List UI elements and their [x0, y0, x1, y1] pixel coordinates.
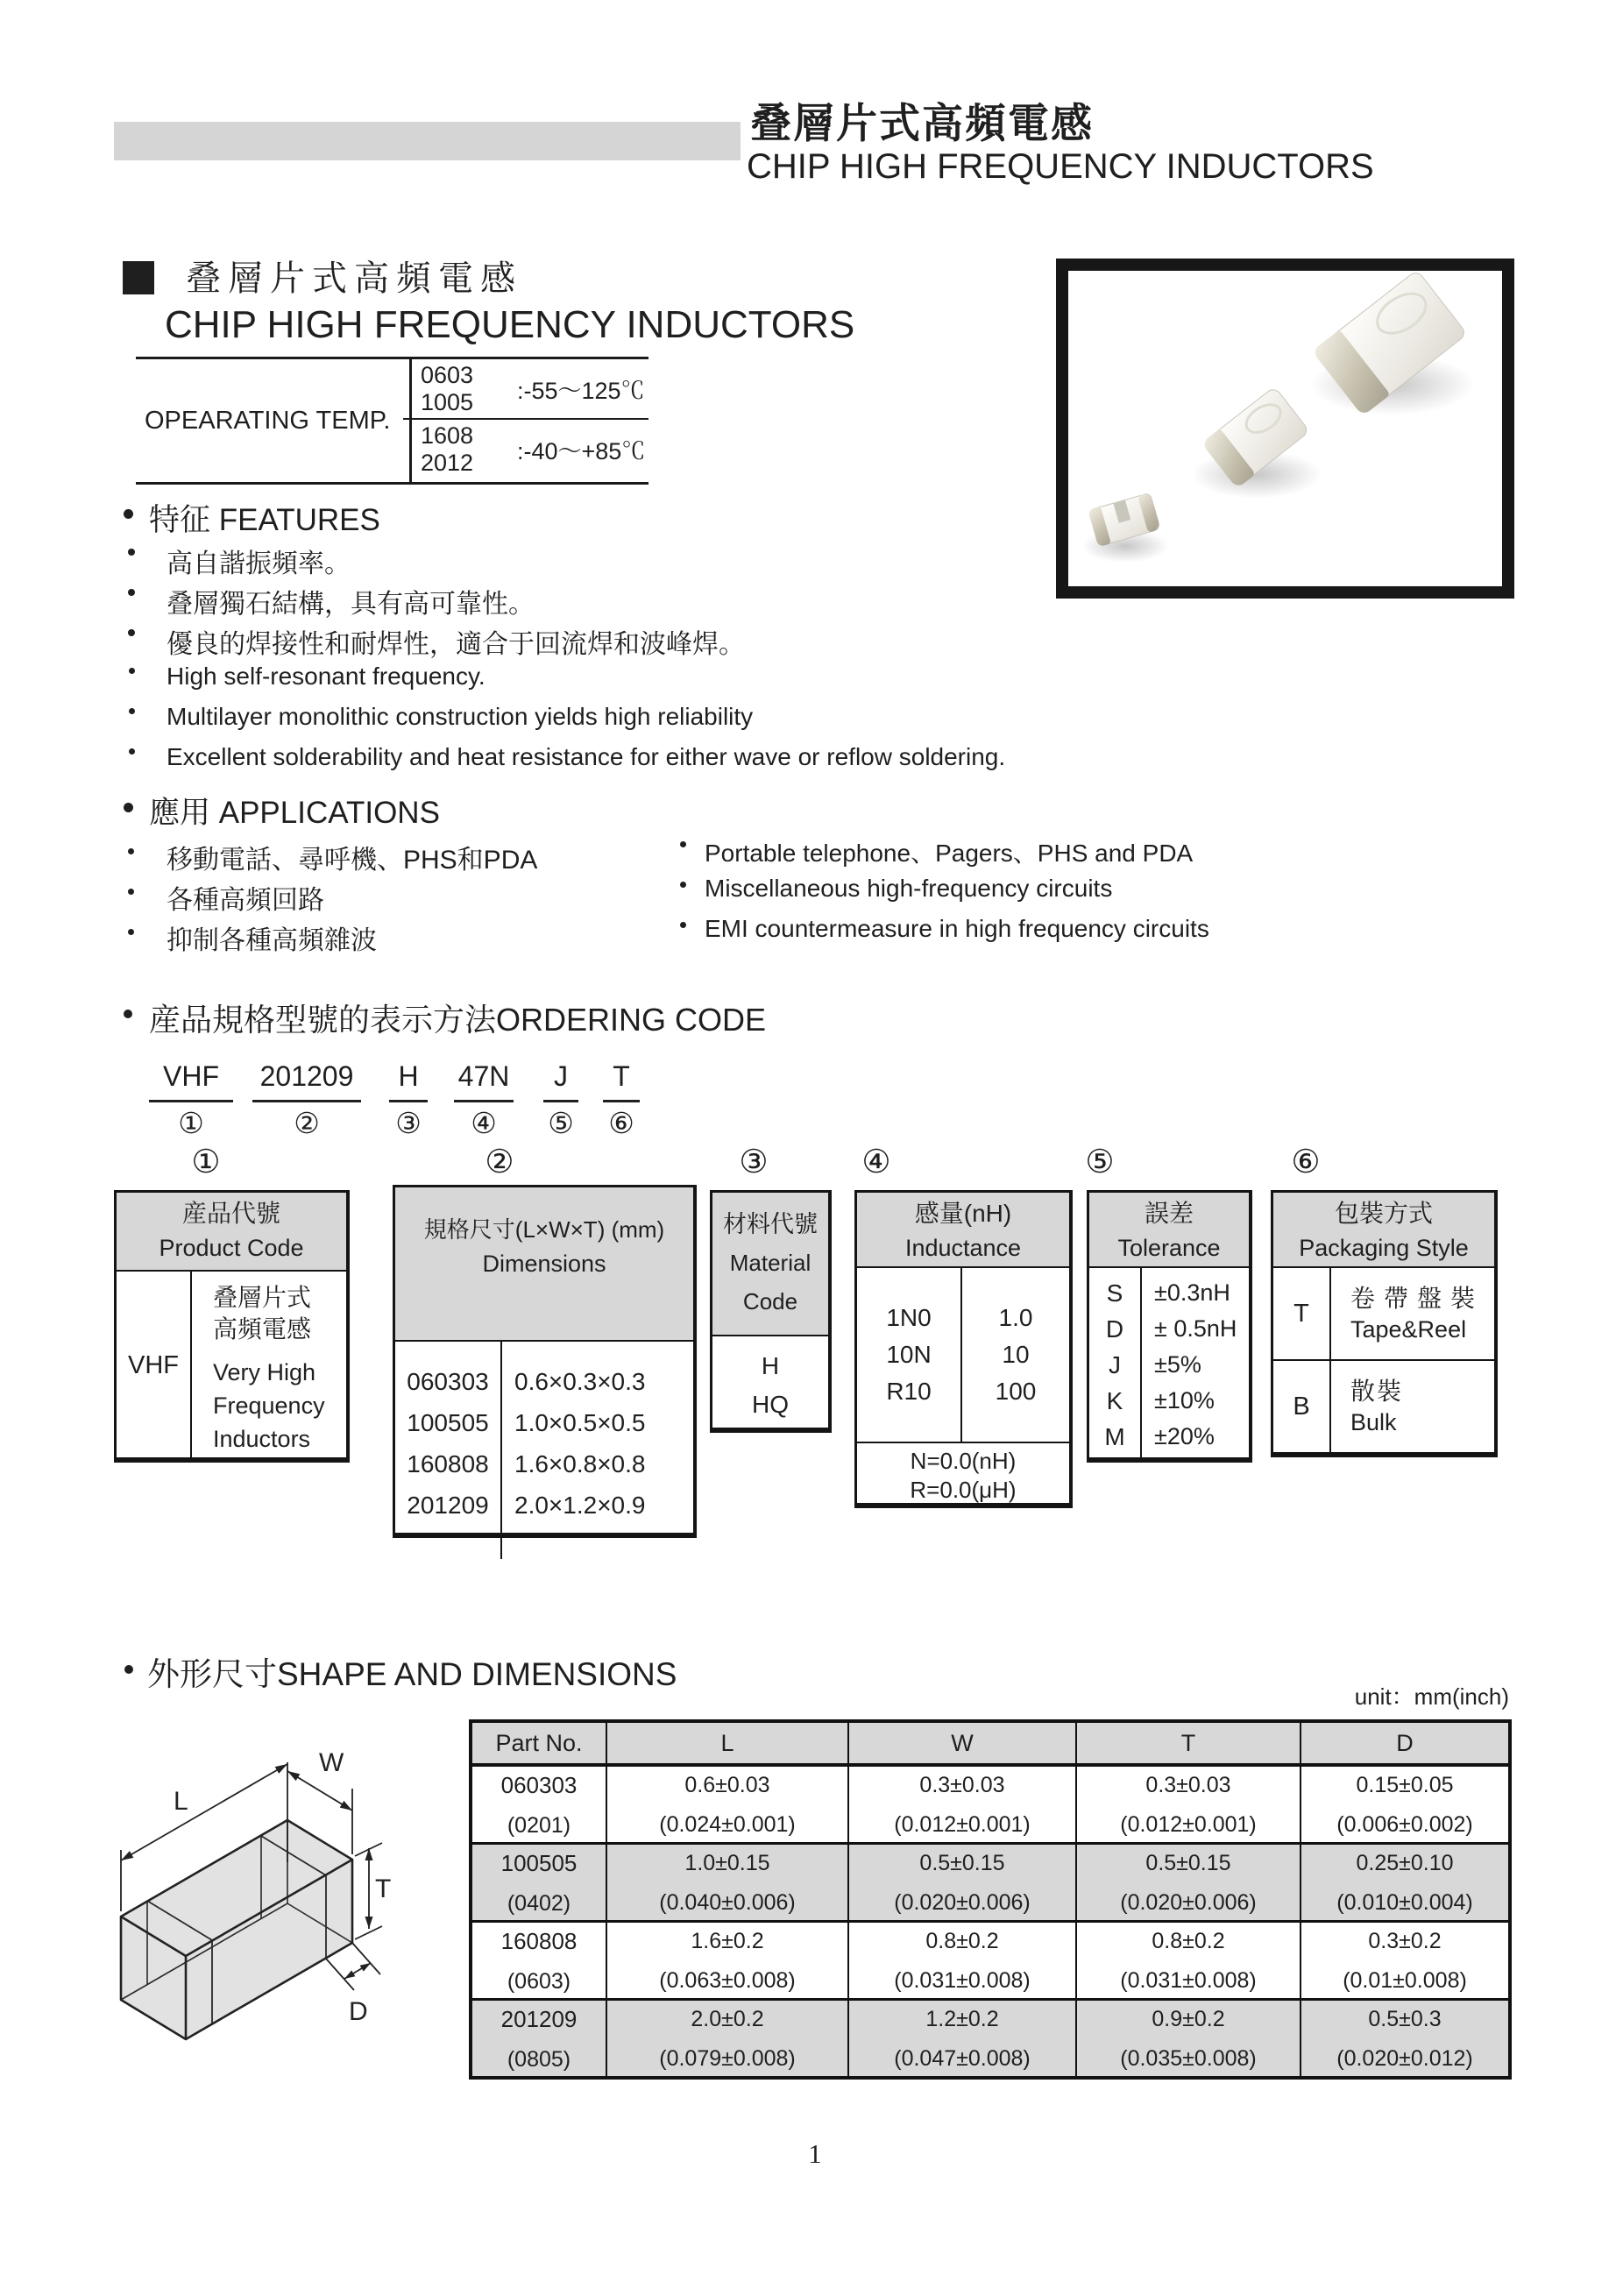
column-header: T: [1076, 1721, 1301, 1765]
desc-line: Inductors: [213, 1426, 311, 1452]
inductance-codes: [857, 1268, 962, 1442]
ordering-code-part: H: [389, 1060, 428, 1102]
ordering-heading: 産品規格型號的表示方法ORDERING CODE: [149, 1002, 767, 1038]
table-header-zh: 包裝方式: [1334, 1200, 1433, 1227]
packaging-code: B: [1273, 1361, 1331, 1452]
size-code: 100505: [407, 1409, 489, 1436]
table-header-en: Packaging Style: [1299, 1235, 1469, 1261]
bullet-icon: [129, 748, 135, 755]
size-values: [502, 1342, 693, 1526]
circled-number-icon: ④: [861, 1144, 891, 1180]
bullet-icon: [129, 668, 135, 674]
dim-inch: (0.012±0.001): [894, 1812, 1031, 1837]
dim-inch: (0.031±0.008): [894, 1968, 1031, 1993]
application-item: EMI countermeasure in high frequency circuits: [705, 915, 1209, 942]
part-number: 060303: [500, 1772, 578, 1798]
size-code: 160808: [407, 1450, 489, 1478]
chip-terminal: [1138, 493, 1161, 533]
inductance-code: 10N: [886, 1341, 932, 1368]
table-product-code: [114, 1190, 350, 1463]
application-item: Portable telephone、Pagers、PHS and PDA: [705, 840, 1194, 867]
table-header-row: [471, 1721, 1510, 1765]
dim-mm: 0.5±0.3: [1368, 2007, 1442, 2031]
circled-number-icon: ③: [395, 1107, 422, 1139]
note-line: N=0.0(nH): [910, 1448, 1017, 1474]
dim-mm: 0.8±0.2: [1152, 1929, 1225, 1953]
tolerance-code: S: [1106, 1279, 1123, 1307]
table-header-zh: 規格尺寸(L×W×T) (mm): [423, 1216, 665, 1243]
size-code: 060303: [407, 1368, 489, 1395]
temp-code: 1608: [421, 422, 474, 449]
ordering-code-part: 201209: [252, 1060, 361, 1102]
desc-line: Very High: [213, 1359, 316, 1385]
packaging-row: [1273, 1268, 1494, 1361]
temp-row: [403, 359, 648, 420]
inductance-code: 1N0: [886, 1304, 932, 1331]
part-code: (0603): [507, 1969, 571, 1994]
section-marker: [123, 261, 154, 294]
ordering-code-part: J: [543, 1060, 578, 1102]
dim-mm: 0.25±0.10: [1356, 1851, 1454, 1875]
size-value: 1.0×0.5×0.5: [514, 1409, 646, 1436]
part-code: (0805): [507, 2047, 571, 2072]
table-inductance: [854, 1190, 1073, 1508]
dim-inch: (0.047±0.008): [894, 2046, 1031, 2071]
masthead-title-en: CHIP HIGH FREQUENCY INDUCTORS: [747, 147, 1374, 186]
dim-mm: 0.15±0.05: [1356, 1773, 1454, 1797]
part-code: (0201): [507, 1813, 571, 1838]
desc-line: Frequency: [213, 1392, 325, 1419]
table-header-zh: 産品代號: [181, 1200, 280, 1227]
dim-mm: 0.5±0.15: [1145, 1851, 1231, 1875]
packaging-desc: [1331, 1361, 1494, 1452]
part-number: 100505: [500, 1850, 578, 1876]
table-row: [471, 1765, 1510, 1844]
inductance-value: 100: [995, 1378, 1037, 1405]
dim-mm: 0.6±0.03: [684, 1773, 770, 1797]
application-item: 移動電話、尋呼機、PHS和PDA: [167, 846, 538, 875]
table-body: [857, 1268, 1069, 1443]
temp-rows: [403, 359, 648, 482]
dim-inch: (0.010±0.004): [1336, 1890, 1473, 1915]
column-header: Part No.: [471, 1721, 606, 1765]
table-header: [117, 1193, 346, 1272]
temp-code: 2012: [421, 450, 474, 476]
unit-label: unit：mm(inch): [1354, 1683, 1509, 1710]
table-header-en: Inductance: [904, 1235, 1022, 1261]
tolerance-code: K: [1106, 1387, 1123, 1414]
circled-number-icon: ②: [485, 1144, 514, 1180]
dim-inch: (0.006±0.002): [1336, 1812, 1473, 1837]
feature-item: 優良的焊接性和耐焊性，適合于回流焊和波峰焊。: [167, 630, 745, 659]
packaging-row: [1273, 1361, 1494, 1452]
table-header: [395, 1187, 693, 1342]
temp-code: 1005: [421, 389, 474, 415]
tolerance-codes: [1089, 1268, 1142, 1459]
dim-label-t: T: [375, 1874, 392, 1903]
bullet-icon: [124, 1665, 133, 1674]
dim-inch: (0.020±0.012): [1336, 2046, 1473, 2071]
section-title-zh: 叠層片式高頻電感: [186, 259, 522, 298]
table-row: [471, 1844, 1510, 1922]
temp-value: :-55～125℃: [517, 378, 645, 404]
packaging-desc: [1331, 1268, 1494, 1359]
table-header-en: Product Code: [159, 1235, 304, 1261]
bullet-icon: [124, 1010, 132, 1018]
temp-row: [403, 420, 648, 478]
table-header: [1089, 1193, 1249, 1268]
tolerance-code: M: [1104, 1423, 1125, 1450]
ordering-code-part: VHF: [149, 1060, 233, 1102]
desc-line: Bulk: [1350, 1409, 1397, 1435]
dim-mm: 0.8±0.2: [925, 1929, 999, 1953]
dim-inch: (0.031±0.008): [1120, 1968, 1257, 1993]
dim-mm: 1.2±0.2: [925, 2007, 999, 2031]
part-number: 160808: [500, 1928, 578, 1954]
circled-number-icon: ③: [739, 1144, 769, 1180]
temp-codes: [403, 420, 517, 478]
size-value: 0.6×0.3×0.3: [514, 1368, 646, 1395]
application-item: 各種高頻回路: [167, 886, 324, 915]
dim-inch: (0.020±0.006): [894, 1890, 1031, 1915]
table-header: [712, 1193, 828, 1336]
circled-number-icon: ⑤: [548, 1107, 574, 1139]
temp-label: OPEARATING TEMP.: [136, 359, 412, 482]
circled-number-icon: ②: [294, 1107, 320, 1139]
bullet-icon: [128, 629, 135, 636]
page-number: 1: [808, 2138, 822, 2169]
temp-value: :-40～+85℃: [517, 438, 646, 464]
dim-inch: (0.024±0.001): [659, 1812, 796, 1837]
inductance-value: 10: [1002, 1341, 1030, 1368]
tolerance-value: ±20%: [1154, 1423, 1215, 1449]
table-header: [857, 1193, 1069, 1268]
inductance-note: [857, 1443, 1069, 1505]
part-number: 201209: [500, 2006, 578, 2032]
tolerance-code: D: [1105, 1315, 1124, 1343]
table-header-zh: 誤差: [1144, 1200, 1194, 1227]
bullet-icon: [680, 922, 686, 928]
temp-codes: [403, 359, 517, 418]
dim-mm: 1.6±0.2: [691, 1929, 764, 1953]
dimension-drawing: [70, 1740, 399, 2068]
dim-mm: 0.3±0.03: [919, 1773, 1005, 1797]
table-tolerance: [1087, 1190, 1252, 1463]
bullet-icon: [680, 882, 686, 888]
circled-number-icon: ①: [191, 1144, 221, 1180]
tolerance-value: ± 0.5nH: [1154, 1315, 1237, 1342]
column-header: W: [848, 1721, 1076, 1765]
bullet-icon: [129, 708, 135, 714]
chip-top-face: [1369, 284, 1435, 344]
column-header: D: [1301, 1721, 1510, 1765]
feature-item: High self-resonant frequency.: [167, 663, 485, 690]
applications-heading: 應用 APPLICATIONS: [149, 796, 440, 830]
desc-line: Tape&Reel: [1350, 1316, 1467, 1343]
size-codes: [395, 1342, 502, 1559]
application-item: Miscellaneous high-frequency circuits: [705, 875, 1113, 902]
dim-mm: 2.0±0.2: [691, 2007, 764, 2031]
dim-label-d: D: [349, 1997, 368, 2026]
bullet-icon: [124, 803, 133, 812]
desc-line: 叠層片式: [213, 1284, 312, 1311]
bullet-icon: [124, 509, 133, 519]
feature-item: Multilayer monolithic construction yields high reliability: [167, 703, 754, 730]
bullet-icon: [680, 841, 686, 847]
column-header: L: [606, 1721, 848, 1765]
material-code: HQ: [752, 1391, 789, 1418]
circled-number-icon: ④: [471, 1107, 497, 1139]
inductance-values: [962, 1268, 1069, 1410]
tolerance-value: ±10%: [1154, 1387, 1215, 1414]
inductance-code: R10: [886, 1378, 932, 1405]
part-code: (0402): [507, 1891, 571, 1916]
table-row: [471, 1922, 1510, 2000]
shape-heading: 外形尺寸SHAPE AND DIMENSIONS: [147, 1656, 677, 1692]
size-code: 201209: [407, 1492, 489, 1519]
product-code-value: VHF: [117, 1272, 192, 1459]
header-bar: [114, 122, 741, 160]
section-title-en: CHIP HIGH FREQUENCY INDUCTORS: [165, 303, 855, 346]
bullet-icon: [128, 589, 135, 596]
bullet-icon: [128, 929, 134, 935]
dim-inch: (0.040±0.006): [659, 1890, 796, 1915]
application-item: 抑制各種高頻雜波: [167, 926, 377, 955]
bullet-icon: [128, 848, 134, 854]
desc-line: 散裝: [1350, 1378, 1404, 1405]
bullet-icon: [128, 549, 135, 556]
table-dimensions: [393, 1185, 697, 1538]
table-body: [117, 1272, 346, 1459]
ordering-code-part: T: [603, 1060, 640, 1102]
circled-number-icon: ①: [178, 1107, 204, 1139]
inductance-value: 1.0: [998, 1304, 1033, 1331]
size-value: 1.6×0.8×0.8: [514, 1450, 646, 1478]
dim-mm: 0.9±0.2: [1152, 2007, 1225, 2031]
circled-number-icon: ⑥: [608, 1107, 634, 1139]
ordering-code-part: 47N: [454, 1060, 514, 1102]
masthead-title-zh: 叠層片式高頻電感: [750, 100, 1094, 146]
note-line: R=0.0(μH): [910, 1477, 1017, 1503]
table-header-en: Code: [742, 1288, 798, 1315]
dim-inch: (0.035±0.008): [1120, 2046, 1257, 2071]
dim-inch: (0.01±0.008): [1343, 1968, 1467, 1993]
temp-code: 0603: [421, 362, 474, 388]
product-code-desc: [192, 1272, 325, 1459]
table-body: [395, 1342, 693, 1557]
circled-number-icon: ⑥: [1291, 1144, 1321, 1180]
tolerance-code: J: [1109, 1351, 1121, 1378]
dim-inch: (0.063±0.008): [659, 1968, 796, 1993]
dim-inch: (0.079±0.008): [659, 2046, 796, 2071]
operating-temp-table: [136, 357, 648, 485]
table-header: [1273, 1193, 1494, 1268]
desc-line: 卷帶盤裝: [1350, 1285, 1485, 1312]
table-row: [471, 2000, 1510, 2079]
table-packaging: [1271, 1190, 1498, 1457]
table-header-zh: 材料代號: [723, 1211, 818, 1237]
bullet-icon: [128, 889, 134, 895]
dim-mm: 0.5±0.15: [919, 1851, 1005, 1875]
table-header-zh: 感量(nH): [914, 1200, 1012, 1227]
table-body: [1089, 1268, 1249, 1459]
table-header-en: Dimensions: [482, 1251, 606, 1277]
feature-item: 高自諧振頻率。: [167, 549, 351, 578]
dim-mm: 1.0±0.15: [684, 1851, 770, 1875]
table-header-en: Material: [729, 1250, 812, 1276]
dimensions-table: [469, 1719, 1512, 2080]
dim-label-w: W: [319, 1748, 344, 1777]
tolerance-value: ±0.3nH: [1154, 1279, 1230, 1306]
material-code: H: [761, 1352, 780, 1379]
size-value: 2.0×1.2×0.9: [514, 1492, 646, 1519]
features-heading: 特征 FEATURES: [149, 503, 380, 537]
feature-item: Excellent solderability and heat resistance for either wave or reflow soldering.: [167, 743, 1006, 770]
product-photo: [1056, 259, 1514, 599]
feature-item: 叠層獨石結構，具有高可靠性。: [167, 590, 535, 619]
chip-center-band: [1113, 500, 1130, 523]
chip-top-face: [1239, 397, 1286, 440]
dim-inch: (0.020±0.006): [1120, 1890, 1257, 1915]
table-body: [712, 1336, 828, 1424]
table-header-en: Tolerance: [1117, 1235, 1221, 1261]
circled-number-icon: ⑤: [1085, 1144, 1115, 1180]
tolerance-value: ±5%: [1154, 1351, 1201, 1378]
dim-inch: (0.012±0.001): [1120, 1812, 1257, 1837]
packaging-code: T: [1273, 1268, 1331, 1359]
desc-line: 高頻電感: [213, 1315, 312, 1343]
dim-label-l: L: [174, 1787, 188, 1816]
table-material-code: [710, 1190, 832, 1433]
dim-mm: 0.3±0.2: [1368, 1929, 1442, 1953]
tolerance-values: [1142, 1268, 1249, 1455]
dim-mm: 0.3±0.03: [1145, 1773, 1231, 1797]
